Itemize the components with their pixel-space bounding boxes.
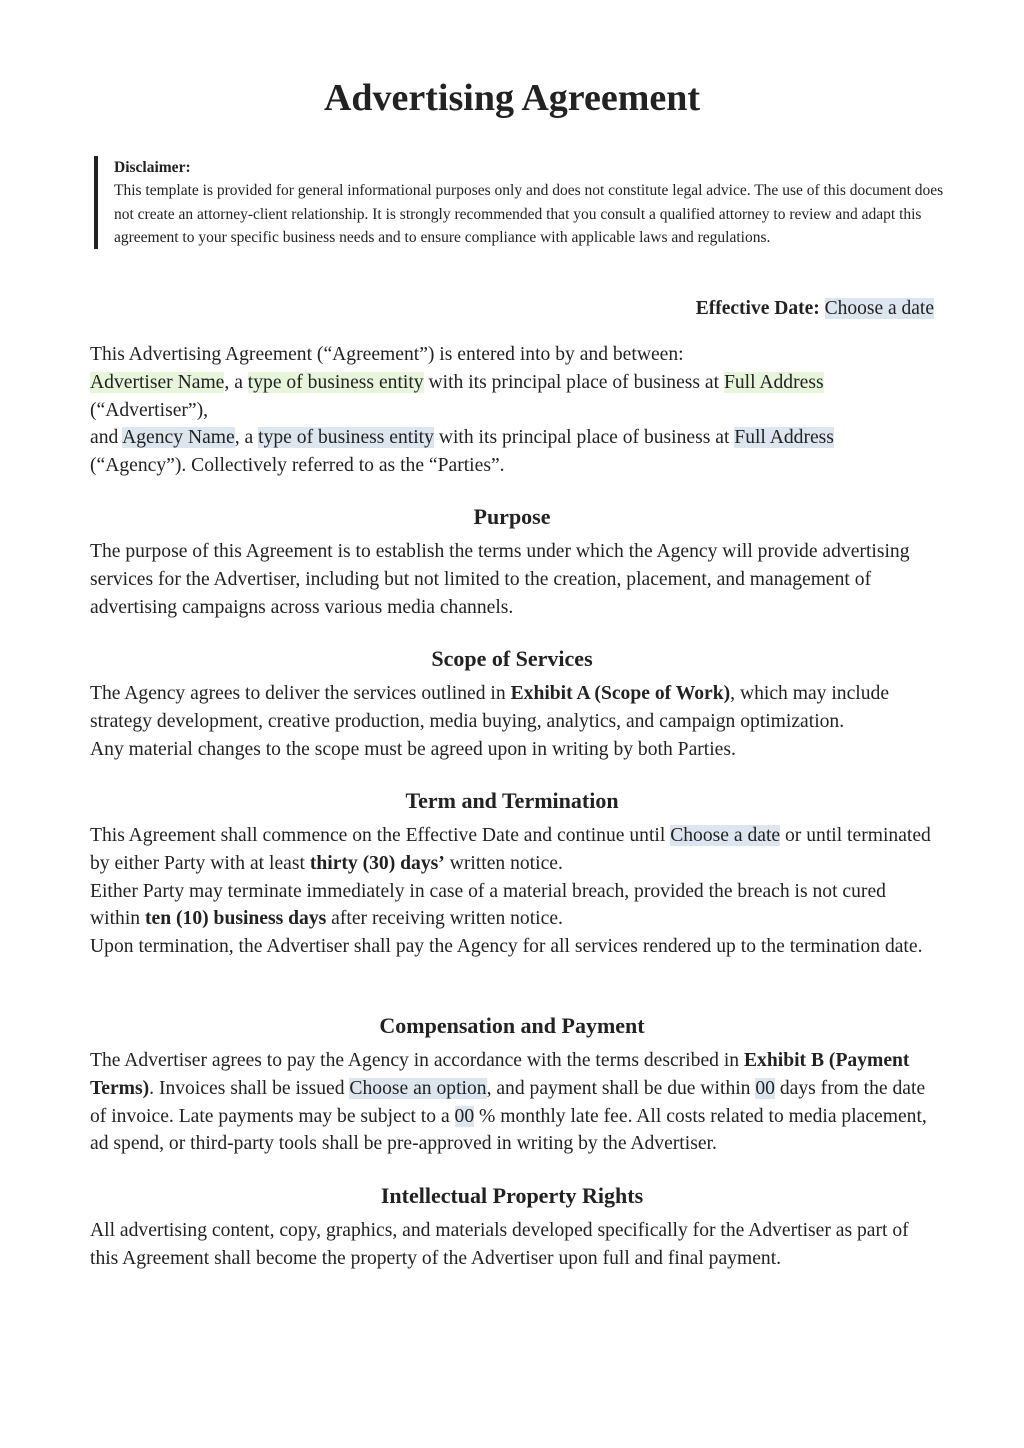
disclaimer-text: This template is provided for general informational purposes only and does not constitute legal advice. The use of this document does not create an attorney-client relationship. It is strongly recommended that you consult a qualified attorney to review and adapt this agreement to your specific business needs and to ensure compliance with applicable laws and regulations.	[114, 182, 944, 246]
exhibit-b-ref: Exhibit B (Payment Terms)	[90, 1050, 910, 1099]
effective-date	[696, 296, 934, 322]
payment-paragraph	[90, 1047, 940, 1158]
term-breach-text: Either Party may terminate immediately in case of a material breach, provided the breach is not cured within ten (10) business days after receiving written notice.	[90, 880, 886, 930]
parties-intro: This Advertising Agreement (“Agreement”) is entered into by and between:	[90, 344, 684, 365]
term-commence-text: This Agreement shall commence on the Effective Date and continue until Choose a date or until terminated by either Party with at least thirty (30) days’ written notice.	[90, 825, 931, 874]
agency-definition: (“Agency”). Collectively referred to as the “Parties”.	[90, 455, 505, 477]
scope-text: The Agency agrees to deliver the services outlined in Exhibit A (Scope of Work), which may include strategy development, creative production, media buying, analytics, and campaign optimization.	[90, 683, 890, 732]
advertiser-definition: (“Advertiser”),	[90, 399, 209, 421]
scope-changes-text: Any material changes to the scope must be agreed upon in writing by both Parties.	[90, 738, 736, 760]
payment-heading: Compensation and Payment	[379, 1013, 645, 1038]
purpose-paragraph: The purpose of this Agreement is to establish the terms under which the Agency will provide advertising services for the Advertiser, including but not limited to the creation, placement, and management of advertising campaigns across various media channels.	[90, 541, 910, 618]
advertiser-address-field[interactable]: Full Address	[723, 371, 824, 393]
effective-date-field[interactable]: Choose a date	[824, 298, 934, 319]
term-payment-text: Upon termination, the Advertiser shall pay the Agency for all services rendered up to the termination date.	[90, 936, 923, 958]
agency-entity-field[interactable]: type of business entity	[258, 427, 434, 449]
scope-paragraph	[90, 680, 940, 763]
ip-paragraph: All advertising content, copy, graphics, and materials developed specifically for the Advertiser as part of this Agreement shall become the property of the Advertiser upon full and final payment.	[90, 1220, 909, 1269]
term-end-date-field[interactable]: Choose a date	[670, 825, 781, 846]
parties-paragraph	[90, 341, 940, 480]
ip-heading: Intellectual Property Rights	[380, 1183, 644, 1208]
purpose-heading: Purpose	[473, 504, 551, 529]
term-paragraph	[90, 822, 940, 961]
document-title: Advertising Agreement	[323, 77, 701, 119]
term-heading: Term and Termination	[405, 788, 619, 813]
late-fee-field[interactable]: 00	[454, 1105, 475, 1127]
disclaimer-block	[94, 156, 954, 249]
invoice-frequency-field[interactable]: Choose an option	[349, 1077, 487, 1099]
payment-days-field[interactable]: 00	[755, 1077, 775, 1099]
advertiser-line: Advertiser Name, a type of business entity with its principal place of business at Full Address	[90, 371, 824, 393]
advertiser-entity-field[interactable]: type of business entity	[247, 371, 424, 393]
agency-address-field[interactable]: Full Address	[734, 427, 834, 449]
scope-heading: Scope of Services	[431, 646, 593, 671]
disclaimer-heading: Disclaimer:	[114, 159, 191, 176]
agency-line: and Agency Name, a type of business entity with its principal place of business at Full Address	[90, 427, 834, 449]
payment-text: The Advertiser agrees to pay the Agency in accordance with the terms described in Exhibit B (Payment Terms). Invoices shall be issued Choose an option, and payment shall be due within 00 days from the date of invoice. Late payments may be subject to a 00 % monthly late fee. All costs related to media placement, ad spend, or third-party tools shall be pre-approved in writing by the Advertiser.	[90, 1050, 927, 1155]
agency-name-field[interactable]: Agency Name	[122, 427, 235, 449]
exhibit-a-ref: Exhibit A (Scope of Work)	[510, 683, 731, 704]
advertiser-name-field[interactable]: Advertiser Name	[90, 371, 225, 393]
effective-date-label: Effective Date:	[695, 298, 820, 319]
